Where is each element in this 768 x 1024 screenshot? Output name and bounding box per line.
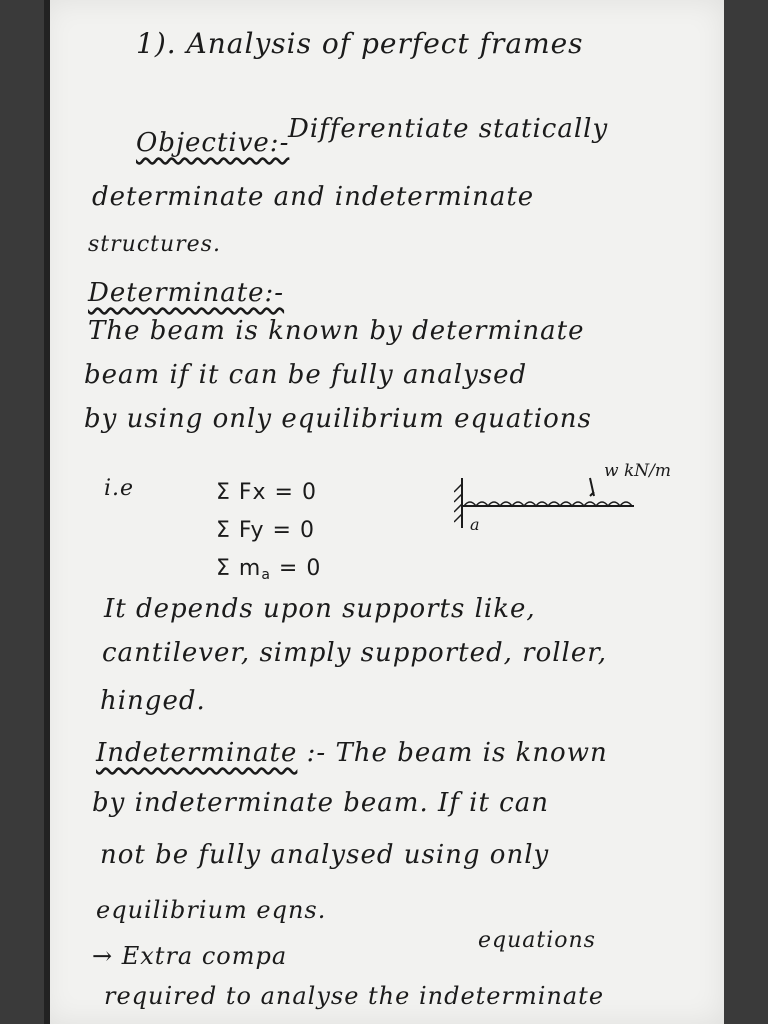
indeterminate-heading: Indeterminate (96, 738, 298, 768)
determinate-line-3: by using only equilibrium equations (84, 404, 592, 434)
depends-line-2: cantilever, simply supported, roller, (102, 638, 608, 668)
indeterminate-line-2: by indeterminate beam. If it can (92, 788, 549, 818)
objective-text-1: Differentiate statically (288, 114, 609, 144)
equation-sum-ma (216, 558, 321, 582)
equation-ma-prefix: Σ m (216, 556, 262, 581)
equation-ma-subscript: a (261, 567, 271, 583)
udl-load (464, 502, 632, 506)
objective-label: Objective:- (136, 128, 290, 158)
page-title: 1). Analysis of perfect frames (136, 27, 584, 60)
load-arrow-icon (590, 478, 594, 496)
support-label: a (470, 515, 480, 534)
indeterminate-row (96, 740, 608, 766)
determinate-line-1: The beam is known by determinate (88, 316, 585, 346)
load-label: w kN/m (604, 461, 671, 481)
equation-sum-fy: Σ Fy = 0 (216, 518, 315, 543)
objective-text-2: determinate and indeterminate (92, 182, 535, 212)
equation-ma-suffix: = 0 (270, 556, 322, 581)
ie-label: i.e (104, 476, 135, 501)
indeterminate-line-3: not be fully analysed using only (100, 840, 550, 870)
notebook-spine (44, 0, 50, 1024)
determinate-heading: Determinate:- (88, 278, 285, 308)
objective-text-3: structures. (88, 232, 221, 257)
cantilever-beam-diagram (454, 450, 694, 540)
equation-sum-fx: Σ Fx = 0 (216, 480, 317, 505)
indeterminate-line-4: equilibrium eqns. (96, 896, 327, 924)
determinate-line-2: beam if it can be fully analysed (84, 360, 528, 390)
depends-line-3: hinged. (100, 686, 206, 716)
notebook-page (44, 0, 724, 1024)
extra-line-2: required to analyse the indeterminate (104, 982, 605, 1010)
extra-line-1b: equations (478, 928, 596, 953)
depends-line-1: It depends upon supports like, (104, 594, 536, 624)
fixed-support-hatching (454, 484, 462, 522)
indeterminate-text-1: :- The beam is known (306, 738, 608, 768)
extra-line-1: → Extra compa (92, 942, 288, 970)
